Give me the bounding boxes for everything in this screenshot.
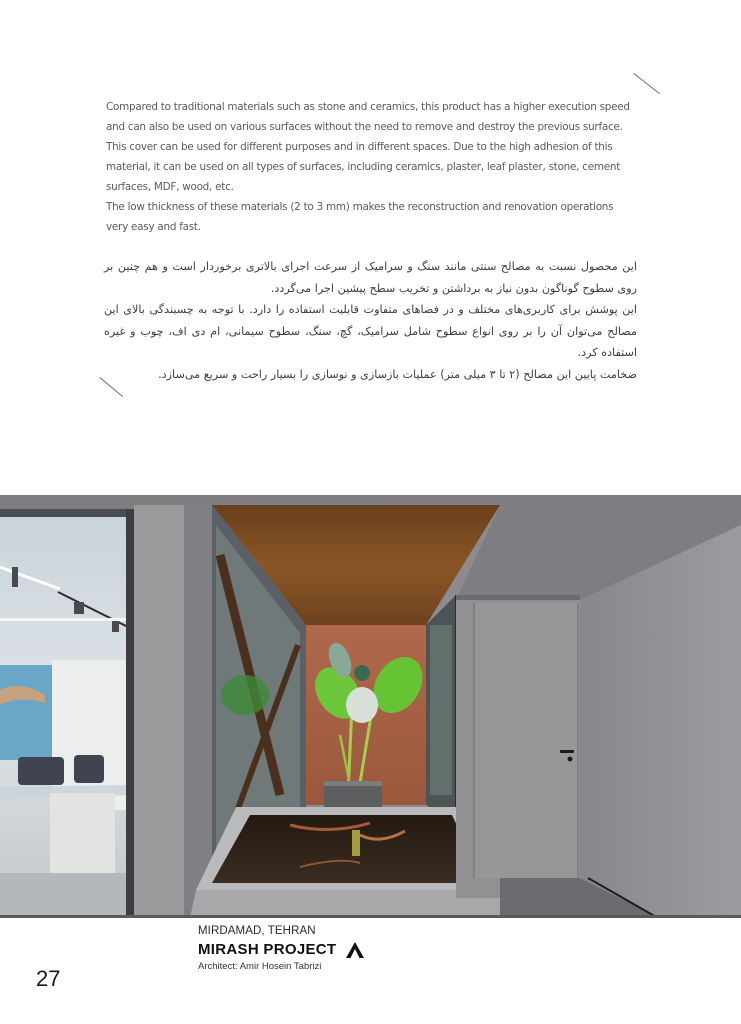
english-paragraph: This cover can be used for different purposes and in different spaces. Due to the high adhesion of this material, it can be used on all types of surfaces, including ceramics, plaster, leaf plaster, stone, cement surfaces, MDF, wood, etc.: [106, 141, 621, 193]
caret-up-logo-icon: [346, 942, 364, 958]
persian-paragraph: این پوشش برای کاربری‌های مختلف و در فضاهای متفاوت قابلیت استفاده را دارد. با توجه به چسبندگی بالای این مصالح می‌توان آن را بر روی انواع سطوح شامل سرامیک، گچ، سنگ، سطوح سیمانی، ام دی اف، چوب و غیره استفاده کرد.: [104, 303, 637, 359]
english-paragraph: Compared to traditional materials such as stone and ceramics, this product has a higher execution speed and can also be used on various surfaces without the need to remove and destroy the previous surface.: [106, 101, 630, 133]
persian-paragraph: ضخامت پایین این مصالح (۲ تا ۳ میلی متر) عملیات بازسازی و نوسازی را بسیار راحت و سریع می‌سازد.: [158, 367, 637, 381]
persian-paragraph: این محصول نسبت به مصالح سنتی مانند سنگ و سرامیک از سرعت اجرای بالاتری برخوردار است و هم چنین بر روی سطوح گوناگون بدون نیاز به برداشتن و تخریب سطح پیشین اجرا می‌گردد.: [104, 260, 637, 295]
project-caption: [198, 925, 364, 972]
page-number: 27: [36, 966, 61, 991]
english-paragraph: The low thickness of these materials (2 to 3 mm) makes the reconstruction and renovation operations very easy and fast.: [106, 201, 614, 233]
project-architect: Architect: Amir Hosein Tabrizi: [198, 961, 322, 972]
persian-text-block: [104, 256, 637, 385]
project-title-row: [198, 941, 364, 958]
decorative-diagonal-line-top: [633, 73, 660, 94]
interior-photo-illustration: [0, 495, 741, 918]
english-text-block: [106, 97, 636, 237]
project-photo: [0, 495, 741, 918]
project-location: MIRDAMAD, TEHRAN: [198, 925, 316, 937]
project-title: MIRASH PROJECT: [198, 941, 337, 958]
